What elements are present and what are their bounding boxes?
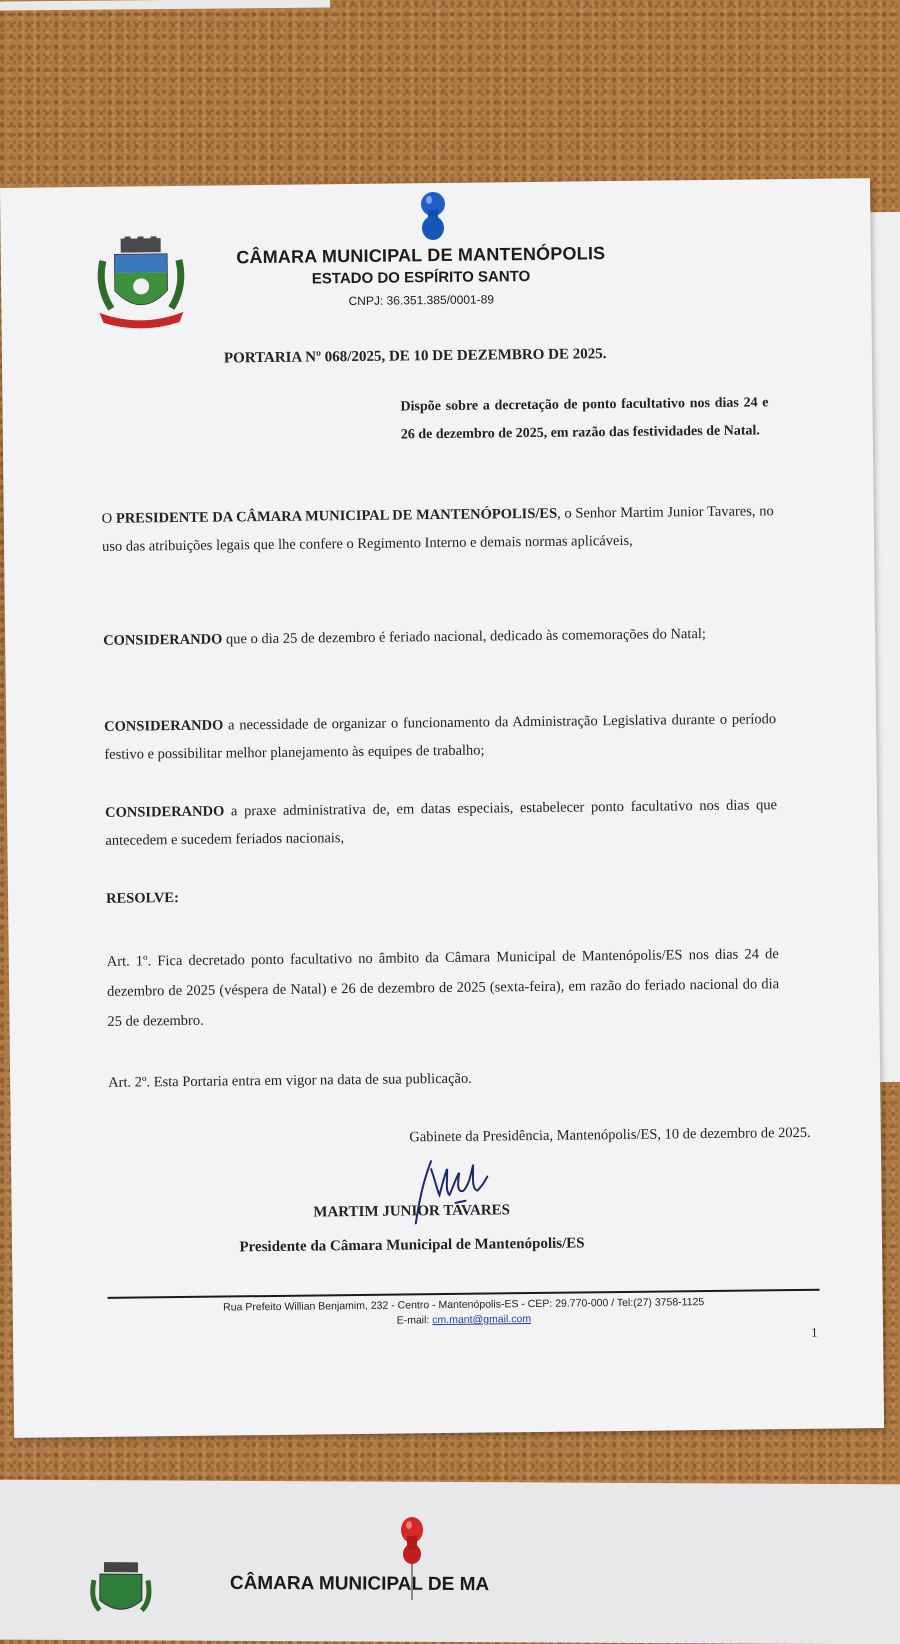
article-1: Art. 1º. Fica decretado ponto facultativo no âmbito da Câmara Municipal de Mantenópolis/ES nos dias 24 de dezembro de 2025 (véspera de Natal) e 26 de dezembro de 2025 (sexta-feira), em razão do feriado nacional do dia 25 de dezembro. — [106, 946, 780, 1030]
institution-title: CÂMARA MUNICIPAL DE MANTENÓPOLIS — [236, 243, 606, 268]
intro-rest: , o Senhor Martim Junior Tavares, no uso das atribuições legais que lhe confere o Regimento Interno e demais normas aplicáveis, — [101, 503, 774, 555]
considerando-text: que o dia 25 de dezembro é feriado nacional, dedicado às comemorações do Natal; — [222, 626, 706, 648]
place-and-date: Gabinete da Presidência, Mantenópolis/ES, 10 de dezembro de 2025. — [409, 1124, 811, 1146]
article-2: Art. 2º. Esta Portaria entra em vigor na data de sua publicação. — [108, 1070, 472, 1091]
email-link[interactable]: cm.mant@gmail.com — [432, 1313, 532, 1327]
considerando-label: CONSIDERANDO — [105, 803, 225, 821]
intro-paragraph — [102, 497, 775, 561]
municipal-crest-icon — [95, 236, 188, 329]
ementa: Dispõe sobre a decretação de ponto facultativo nos dias 24 e 26 de dezembro de 2025, em razão das festividades de Natal. — [400, 395, 769, 443]
considerando-text: a praxe administrativa de, em datas especiais, estabelecer ponto facultativo nos dias que antecedem e sucedem feriados nacionais, — [105, 797, 778, 849]
signer-role: Presidente da Câmara Municipal de Mantenópolis/ES — [239, 1235, 585, 1256]
next-sheet-title: CÂMARA MUNICIPAL DE MA — [229, 1572, 490, 1596]
page-number: 1 — [810, 1324, 818, 1340]
portaria-title: PORTARIA Nº 068/2025, DE 10 DE DEZEMBRO DE 2025. — [223, 346, 607, 367]
municipal-crest-icon — [90, 1560, 152, 1620]
portaria-document — [0, 178, 884, 1438]
red-pushpin-icon — [400, 1516, 424, 1600]
considerando-text: a necessidade de organizar o funcionamento da Administração Legislativa durante o período festivo e possibilitar melhor planejamento às equipes de trabalho; — [104, 711, 777, 763]
resolve-heading: RESOLVE: — [105, 890, 179, 907]
blue-pushpin-icon — [420, 192, 446, 252]
email-label: E-mail: — [396, 1314, 433, 1327]
considerando-3 — [105, 791, 778, 855]
signer-name: MARTIM JUNIOR TAVARES — [313, 1202, 511, 1221]
intro-prefix: O — [101, 510, 117, 527]
considerando-2 — [104, 705, 777, 769]
intro-bold: PRESIDENTE DA CÂMARA MUNICIPAL DE MANTENÓPOLIS/ES — [115, 505, 558, 527]
next-sheet — [0, 1480, 900, 1644]
top-paper-strip — [0, 0, 330, 10]
considerando-1 — [103, 619, 775, 655]
cnpj-text: CNPJ: 36.351.385/0001-89 — [348, 292, 495, 309]
state-subtitle: ESTADO DO ESPÍRITO SANTO — [311, 267, 531, 288]
footer-address: Rua Prefeito Willian Benjamim, 232 - Centro - Mantenópolis-ES - CEP: 29.770-000 / Tel:(27) 3758-1125 — [223, 1296, 705, 1314]
considerando-label: CONSIDERANDO — [104, 717, 224, 735]
considerando-label: CONSIDERANDO — [103, 631, 223, 649]
